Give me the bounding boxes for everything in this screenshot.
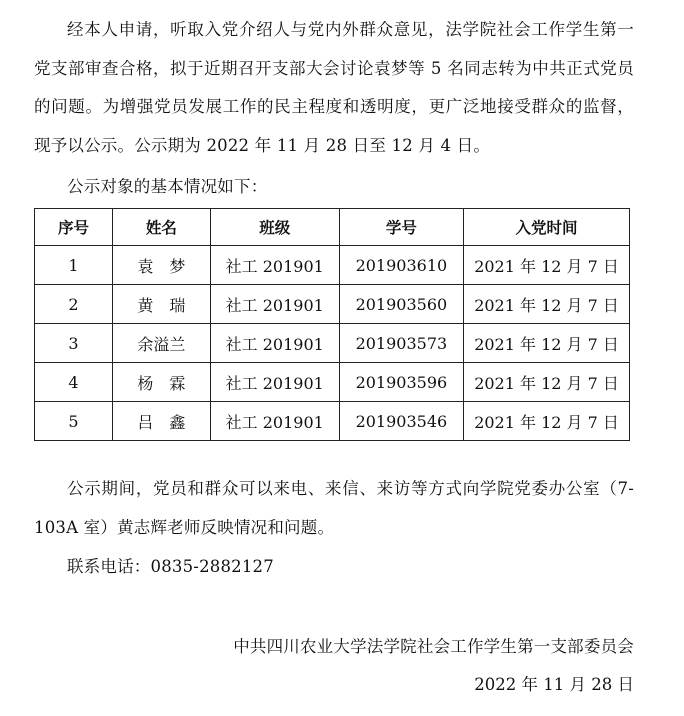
contact-paragraph: 公示期间，党员和群众可以来电、来信、来访等方式向学院党委办公室（7-103A 室）黄志辉老师反映情况和问题。 xyxy=(34,479,634,537)
cell-join-date: 2021 年 12 月 7 日 xyxy=(464,324,630,363)
phone-line: 联系电话：0835-2882127 xyxy=(67,557,274,576)
signature-organization: 中共四川农业大学法学院社会工作学生第一支部委员会 xyxy=(233,637,634,656)
cell-class: 社工 201901 xyxy=(210,246,339,285)
cell-join-date: 2021 年 12 月 7 日 xyxy=(464,246,630,285)
cell-student-id: 201903560 xyxy=(339,285,463,324)
cell-class: 社工 201901 xyxy=(210,285,339,324)
header-name: 姓名 xyxy=(112,209,210,246)
cell-student-id: 201903596 xyxy=(339,363,463,402)
cell-no: 2 xyxy=(35,285,113,324)
cell-no: 4 xyxy=(35,363,113,402)
cell-name: 余溢兰 xyxy=(112,324,210,363)
cell-join-date: 2021 年 12 月 7 日 xyxy=(464,285,630,324)
cell-class: 社工 201901 xyxy=(210,324,339,363)
cell-no: 5 xyxy=(35,402,113,441)
cell-name: 袁 梦 xyxy=(112,246,210,285)
table-header-row xyxy=(35,209,630,246)
intro-line: 公示对象的基本情况如下： xyxy=(67,177,268,196)
cell-class: 社工 201901 xyxy=(210,402,339,441)
table-row xyxy=(35,285,630,324)
cell-student-id: 201903610 xyxy=(339,246,463,285)
cell-student-id: 201903573 xyxy=(339,324,463,363)
signature-date: 2022 年 11 月 28 日 xyxy=(474,675,634,694)
cell-student-id: 201903546 xyxy=(339,402,463,441)
header-student-id: 学号 xyxy=(339,209,463,246)
table-row xyxy=(35,324,630,363)
header-join-date: 入党时间 xyxy=(464,209,630,246)
table-row xyxy=(35,402,630,441)
candidate-table xyxy=(34,208,630,441)
cell-name: 杨 霖 xyxy=(112,363,210,402)
cell-no: 3 xyxy=(35,324,113,363)
table-row xyxy=(35,363,630,402)
cell-join-date: 2021 年 12 月 7 日 xyxy=(464,402,630,441)
cell-name: 吕 鑫 xyxy=(112,402,210,441)
header-class: 班级 xyxy=(210,209,339,246)
cell-name: 黄 瑞 xyxy=(112,285,210,324)
header-no: 序号 xyxy=(35,209,113,246)
main-paragraph: 经本人申请，听取入党介绍人与党内外群众意见，法学院社会工作学生第一党支部审查合格，拟于近期召开支部大会讨论袁梦等 5 名同志转为中共正式党员的问题。为增强党员发展工作的民主程度和透明度，更广泛地接受群众的监督，现予以公示。公示期为 2022 年 11 月 28 日至 12 月 4 日。 xyxy=(34,20,634,155)
table-row xyxy=(35,246,630,285)
cell-join-date: 2021 年 12 月 7 日 xyxy=(464,363,630,402)
cell-no: 1 xyxy=(35,246,113,285)
cell-class: 社工 201901 xyxy=(210,363,339,402)
